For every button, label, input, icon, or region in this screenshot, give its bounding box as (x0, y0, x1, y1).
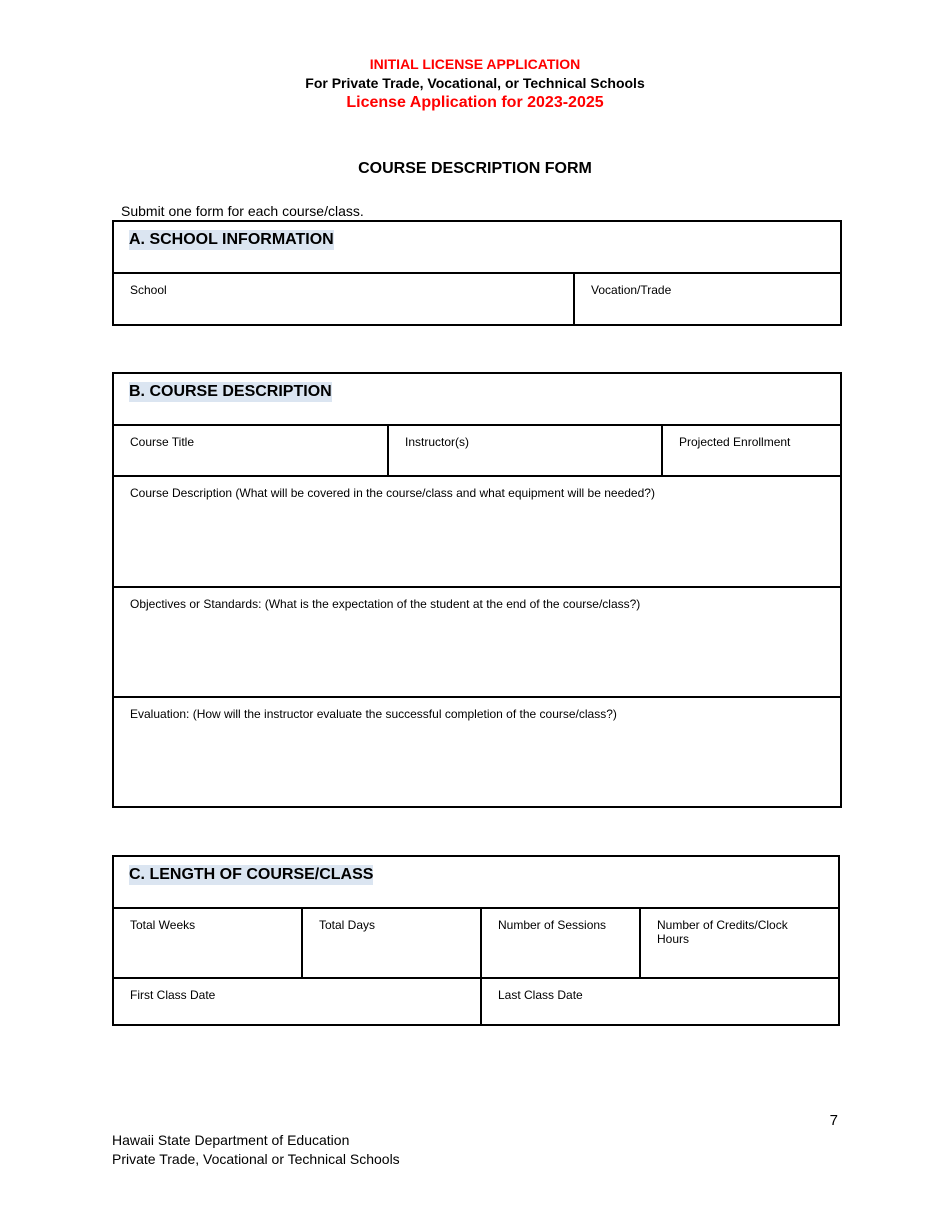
vocation-trade-label: Vocation/Trade (591, 283, 672, 297)
document-footer (112, 1131, 400, 1169)
evaluation-field[interactable] (113, 697, 841, 807)
total-days-field[interactable] (302, 908, 481, 978)
page-number: 7 (829, 1112, 838, 1129)
projected-enrollment-label: Projected Enrollment (679, 435, 791, 449)
number-of-sessions-label: Number of Sessions (498, 918, 607, 932)
course-description-label: Course Description (What will be covered in the course/class and what equipment will be needed?) (130, 486, 655, 500)
vocation-trade-field[interactable] (574, 273, 841, 325)
intro-instruction: Submit one form for each course/class. (121, 203, 364, 219)
last-class-date-field[interactable] (481, 978, 839, 1025)
total-days-label: Total Days (319, 918, 376, 932)
section-b-course-description (112, 372, 842, 808)
header-license-period: License Application for 2023-2025 (346, 94, 604, 111)
course-title-field[interactable] (113, 425, 388, 476)
section-c-header (113, 856, 839, 908)
course-title-label: Course Title (130, 435, 195, 449)
course-description-field[interactable] (113, 476, 841, 587)
credits-hours-field[interactable] (640, 908, 839, 978)
first-class-date-label: First Class Date (130, 988, 216, 1002)
school-field[interactable] (113, 273, 574, 325)
section-a-school-information (112, 220, 842, 326)
objectives-field[interactable] (113, 587, 841, 697)
last-class-date-label: Last Class Date (498, 988, 583, 1002)
number-of-sessions-field[interactable] (481, 908, 640, 978)
first-class-date-field[interactable] (113, 978, 481, 1025)
section-b-title: B. COURSE DESCRIPTION (129, 383, 332, 400)
instructors-field[interactable] (388, 425, 662, 476)
evaluation-label: Evaluation: (How will the instructor evaluate the successful completion of the course/class?) (130, 707, 617, 721)
section-c-title: C. LENGTH OF COURSE/CLASS (129, 866, 374, 883)
instructors-label: Instructor(s) (405, 435, 470, 449)
header-school-type: For Private Trade, Vocational, or Technical Schools (305, 75, 645, 91)
section-b-header (113, 373, 841, 425)
document-header (0, 56, 950, 112)
section-c-length-of-course (112, 855, 840, 1026)
school-label: School (130, 283, 167, 297)
section-a-header (113, 221, 841, 273)
projected-enrollment-field[interactable] (662, 425, 841, 476)
credits-hours-label: Number of Credits/Clock Hours (657, 918, 788, 946)
total-weeks-field[interactable] (113, 908, 302, 978)
footer-program: Private Trade, Vocational or Technical Schools (112, 1151, 400, 1167)
footer-department: Hawaii State Department of Education (112, 1132, 350, 1148)
section-a-title: A. SCHOOL INFORMATION (129, 231, 334, 248)
header-application-title: INITIAL LICENSE APPLICATION (369, 56, 581, 72)
total-weeks-label: Total Weeks (130, 918, 196, 932)
objectives-label: Objectives or Standards: (What is the expectation of the student at the end of the course/class?) (130, 597, 641, 611)
form-title: COURSE DESCRIPTION FORM (358, 160, 592, 177)
